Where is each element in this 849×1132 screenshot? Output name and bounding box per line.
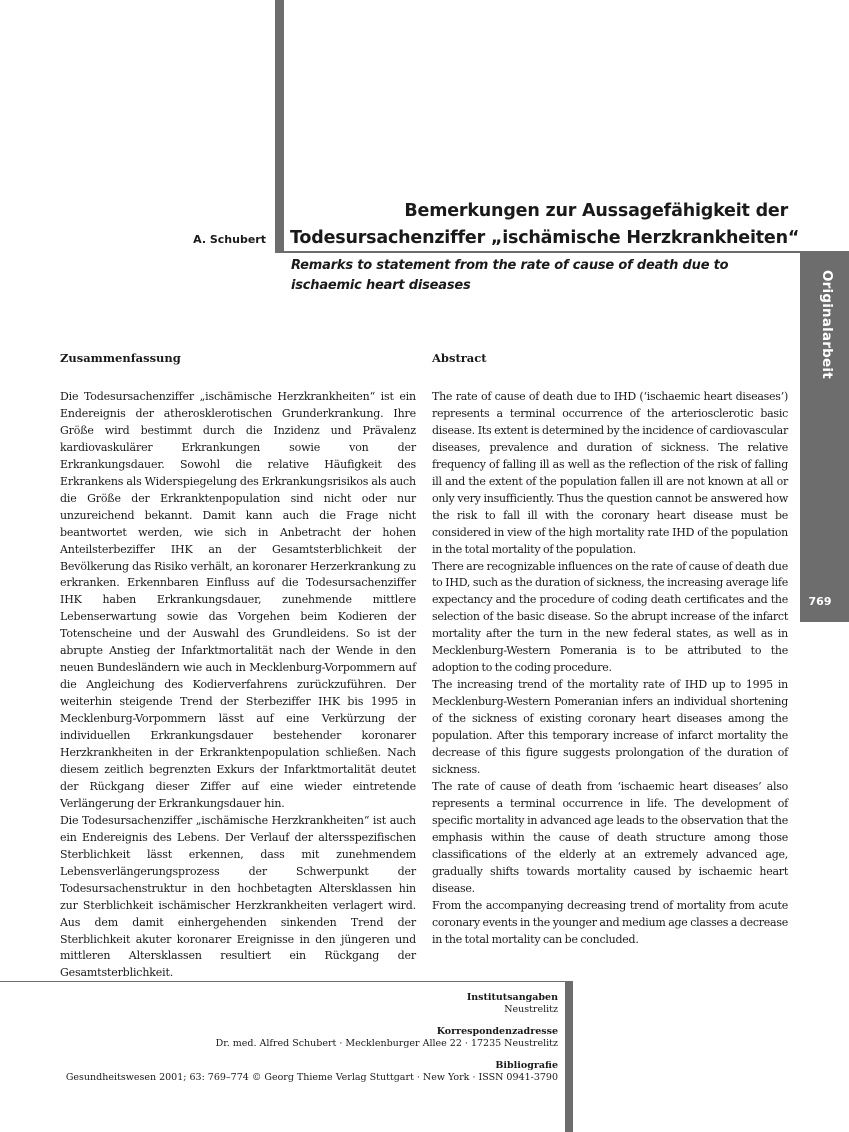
- article-title-line-2: Todesursachenziffer „ischämische Herzkrankheiten“: [290, 228, 800, 248]
- abstract-paragraph-2: There are recognizable influences on the rate of cause of death due to IHD, such as the duration of sickness, the increasing average life expectancy and the procedure of coding death certificates and the selection of the basic disease. So the abrupt increase of the infarct mortality after the turn in the new federal states, as well as in Mecklenburg-Western Pomerania is to be attributed to the adoption to the coding procedure.: [432, 559, 788, 675]
- institution-text: Neustrelitz: [504, 1004, 558, 1015]
- zusammenfassung-section: [60, 350, 416, 982]
- page-number: 769: [808, 595, 832, 608]
- footer-vertical-bar: [565, 981, 573, 1132]
- zusammenfassung-heading: Zusammenfassung: [60, 351, 181, 365]
- abstract-paragraph-3: The increasing trend of the mortality rate of IHD up to 1995 in Mecklenburg-Western Pomeranian infers an individual shortening of the sickness of existing coronary heart diseases among the population. After this temporary increase of infarct mortality the decrease of this figure suggests prolongation of the duration of sickness.: [432, 678, 788, 776]
- english-title: [291, 256, 731, 296]
- bibliography-text: Gesundheitswesen 2001; 63: 769–774 © Georg Thieme Verlag Stuttgart · New York · ISSN 0941-3790: [65, 1072, 558, 1083]
- abstract-paragraph-4: The rate of cause of death from ‘ischaemic heart diseases’ also represents a terminal occurrence in life. The development of specific mortality in advanced age leads to the observation that the emphasis within the cause of death structure among those classifications of the elderly at an extremely advanced age, gradually shifts towards mortality caused by ischaemic heart disease.: [432, 779, 788, 895]
- article-info-block: [40, 992, 558, 1084]
- correspondence-text: Dr. med. Alfred Schubert · Mecklenburger Allee 22 · 17235 Neustrelitz: [215, 1038, 558, 1049]
- abstract-heading: Abstract: [432, 351, 487, 365]
- abstract-paragraph-5: From the accompanying decreasing trend of mortality from acute coronary events in the younger and medium age classes a decrease in the total mortality can be concluded.: [432, 898, 788, 946]
- bibliography-heading: Bibliografie: [495, 1060, 558, 1071]
- zusammenfassung-paragraph-1: Die Todesursachenziffer „ischämische Herzkrankheiten“ ist ein Endereignis der atherosklerotischen Grunderkrankung. Ihre Größe wird bestimmt durch die Inzidenz und Prävalenz kardiovaskulärer Erkrankungen sowie von der Erkrankungsdauer. Sowohl die relative Häufigkeit des Erkrankens als Widerspiegelung des Erkrankungsrisikos als auch die Größe der Erkranktenpopulation sind nicht oder nur unzureichend bekannt. Damit kann auch die Frage nicht beantwortet werden, wie sich in Anbetracht der hohen Anteilsterbeziffer IHK an der Gesamtsterblichkeit der Bevölkerung das Risiko verhält, an koronarer Herzerkrankung zu erkranken. Erkennbaren Einfluss auf die Todesursachenziffer IHK haben Erkrankungsdauer, zunehmende mittlere Lebenserwartung sowie das Vorgehen beim Kodieren der Totenscheine und der Auswahl des Grundleidens. So ist der abrupte Anstieg der Infarktmortalität nach der Wende in den neuen Bundesländern wie auch in Mecklenburg-Vorpommern auf die Angleichung des Kodierverfahrens zurückzuführen. Der weiterhin steigende Trend der Sterbeziffer IHK bis 1995 in Mecklenburg-Vorpommern lässt auf eine Verkürzung der individuellen Erkrankungsdauer bestehender koronarer Herzkrankheiten in der Erkranktenpopulation schließen. Nach diesem zeitlich begrenzten Exkurs der Infarktmortalität deutet der Rückgang dieser Ziffer auf eine wieder eintretende Verlängerung der Erkrankungsdauer hin.: [60, 390, 416, 810]
- institution-heading: Institutsangaben: [466, 992, 558, 1003]
- article-title-line-1: Bemerkungen zur Aussagefähigkeit der: [404, 201, 788, 221]
- article-title: [290, 198, 800, 252]
- section-label: Originalarbeit: [819, 270, 835, 379]
- footer-rule: [0, 981, 573, 982]
- correspondence-heading: Korrespondenzadresse: [436, 1026, 558, 1037]
- english-title-line-2: ischaemic heart diseases: [291, 278, 471, 293]
- abstract-paragraph-1: The rate of cause of death due to IHD (‘ischaemic heart diseases’) represents a terminal occurrence of the arteriosclerotic basic disease. Its extent is determined by the incidence of cardiovascular diseases, prevalence and duration of sickness. The relative frequency of falling ill as well as the reflection of the risk of falling ill and the extent of the population fallen ill are not known at all or only very insufficiently. Thus the question cannot be answered how the risk to fall ill with the coronary heart disease must be considered in view of the high mortality rate IHD of the population in the total mortality of the population.: [432, 390, 788, 556]
- author-name: A. Schubert: [193, 233, 266, 246]
- english-title-line-1: Remarks to statement from the rate of cause of death due to: [291, 258, 729, 273]
- abstract-section: [432, 350, 788, 948]
- header-vertical-bar: [275, 0, 284, 252]
- zusammenfassung-paragraph-2: Die Todesursachenziffer „ischämische Herzkrankheiten“ ist auch ein Endereignis des Lebens. Der Verlauf der altersspezifischen Sterblichkeit lässt erkennen, dass mit zunehmendem Lebensverlängerungsprozess der Schwerpunkt der Todesursachenstruktur in den hochbetagten Altersklassen hin zur Sterblichkeit ischämischer Herzkrankheiten verlagert wird. Aus dem damit einhergehenden sinkenden Trend der Sterblichkeit akuter koronarer Ereignisse in den jüngeren und mittleren Altersklassen resultiert ein Rückgang der Gesamtsterblichkeit.: [60, 813, 416, 980]
